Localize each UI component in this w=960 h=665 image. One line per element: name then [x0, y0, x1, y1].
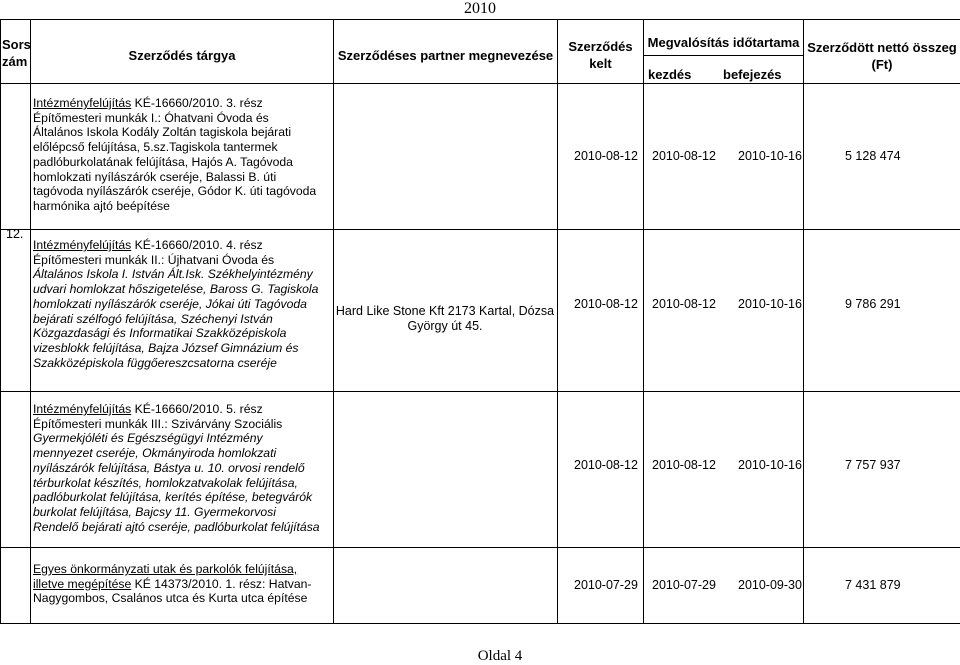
subject-line: mennyezet cseréje, Okmányiroda homlokzati	[33, 446, 277, 461]
subject-line: padlóburkolat felújítása, kerítés építése, betegvárók	[33, 490, 313, 505]
subject-text: KÉ-16660/2010. 3. rész	[131, 96, 263, 110]
subject-line	[33, 577, 333, 592]
osszeg-value: 9 786 291	[845, 297, 901, 311]
header-targya: Szerződés tárgya	[128, 48, 236, 63]
subject-line: térburkolat készítés, homlokzatvakolak felújítása,	[33, 475, 298, 490]
subject-link[interactable]: Intézményfelújítás	[33, 96, 132, 110]
header-sorszam-line: Sors	[2, 37, 31, 52]
header-partner: Szerződéses partner megnevezése	[337, 48, 554, 63]
header-megvalositas: Megvalósítás időtartama	[647, 35, 800, 50]
subject-line: udvari homlokzat hőszigetelése, Baross G. Tagiskola	[33, 282, 319, 297]
subject-link[interactable]: Intézményfelújítás	[33, 402, 132, 416]
osszeg-value: 5 128 474	[845, 149, 901, 163]
header-bottom-border	[0, 83, 960, 84]
column-divider	[803, 19, 804, 623]
partner-name	[334, 304, 556, 334]
row-divider	[0, 391, 960, 392]
header-kelt	[558, 38, 643, 72]
subject-line: nyílászárók felújítása, Bástya u. 10. orvosi rendelő	[33, 460, 305, 475]
kezdes-value: 2010-07-29	[652, 578, 716, 592]
befejezes-value: 2010-09-30	[738, 578, 802, 592]
subject-line: Szakközépiskola függőereszcsatorna cseréje	[33, 355, 277, 370]
header-osszeg	[804, 39, 960, 73]
subject-line: előlépcső felújítása, 5.sz.Tagiskola tantermek	[33, 140, 278, 155]
kezdes-value: 2010-08-12	[652, 297, 716, 311]
header-befejezes: befejezés	[723, 67, 782, 82]
subject-line	[33, 402, 333, 417]
header-sorszam-line: zám	[2, 54, 28, 69]
page-footer: Oldal 4	[477, 648, 523, 664]
subject-line: Építőmesteri munkák II.: Újhatvani Óvoda és	[33, 252, 275, 267]
kezdes-value: 2010-08-12	[652, 458, 716, 472]
kezdes-value: 2010-08-12	[652, 149, 716, 163]
header-kelt-line: kelt	[589, 56, 612, 71]
kelt-value: 2010-08-12	[574, 149, 638, 163]
subject-line: vizesblokk felújítása, Bajza József Gimnázium és	[33, 340, 299, 355]
header-osszeg-line: (Ft)	[871, 57, 893, 72]
header-sorszam	[2, 36, 31, 70]
subject-line	[33, 96, 333, 111]
subject-line	[33, 238, 333, 253]
subject-line: Közgazdasági és Informatikai Szakközépiskola	[33, 326, 287, 341]
column-divider	[643, 19, 644, 623]
subject-line: homlokzati nyílászárók cseréje, Jókai úti Tagóvoda	[33, 296, 307, 311]
kelt-value: 2010-08-12	[574, 458, 638, 472]
header-kezdes: kezdés	[648, 67, 692, 82]
osszeg-value: 7 431 879	[845, 578, 901, 592]
subject-line: Nagygombos, Csalános utca és Kurta utca építése	[33, 591, 308, 606]
subject-line: Építőmesteri munkák I.: Óhatvani Óvoda és	[33, 110, 269, 125]
row-divider	[0, 547, 960, 548]
header-osszeg-line: Szerződött nettó összeg	[807, 40, 957, 55]
subject-line: Általános Iskola Kodály Zoltán tagiskola bejárati	[33, 125, 292, 140]
kelt-value: 2010-08-12	[574, 297, 638, 311]
table-top-border	[0, 19, 960, 20]
contract-subject	[33, 238, 333, 370]
subject-text: KÉ-16660/2010. 4. rész	[131, 238, 263, 252]
column-divider	[557, 19, 558, 623]
subject-line: harmónika ajtó beépítése	[33, 198, 170, 213]
subject-line: burkolat felújítása, Bajcsy 11. Gyermekorvosi	[33, 504, 276, 519]
subject-line: padlóburkolatának felújítása, Hajós A. Tagóvoda	[33, 154, 293, 169]
subject-link[interactable]: illetve megépítése	[33, 576, 132, 591]
header-kelt-line: Szerződés	[568, 39, 633, 54]
subject-text: KÉ 14373/2010. 1. rész: Hatvan-	[131, 576, 312, 591]
row-divider	[0, 229, 960, 230]
subject-line: Rendelő bejárati ajtó cseréje, padlóburkolat felújítása	[33, 519, 320, 534]
column-divider	[30, 19, 31, 623]
befejezes-value: 2010-10-16	[738, 458, 802, 472]
timeframe-divider	[643, 55, 803, 56]
row-number: 12.	[6, 227, 24, 241]
partner-line: Hard Like Stone Kft 2173 Kartal, Dózsa	[335, 304, 555, 318]
subject-link[interactable]: Egyes önkormányzati utak és parkolók felújítása,	[33, 562, 298, 576]
contract-subject	[33, 562, 333, 606]
contract-subject	[33, 96, 333, 214]
subject-line: Gyermekjóléti és Egészségügyi Intézmény	[33, 431, 263, 446]
subject-line: Általános Iskola I. István Ált.Isk. Székhelyintézmény	[33, 267, 313, 282]
subject-line: homlokzati nyílászárók cseréje, Balassi B. úti	[33, 169, 277, 184]
table-bottom-border	[0, 623, 960, 624]
befejezes-value: 2010-10-16	[738, 297, 802, 311]
subject-line: bejárati szélfogó felújítása, Széchenyi István	[33, 311, 273, 326]
osszeg-value: 7 757 937	[845, 458, 901, 472]
kelt-value: 2010-07-29	[574, 578, 638, 592]
subject-line	[33, 562, 333, 577]
partner-line: György út 45.	[407, 319, 483, 333]
contract-subject	[33, 402, 333, 534]
befejezes-value: 2010-10-16	[738, 149, 802, 163]
page-year: 2010	[464, 0, 496, 17]
subject-link[interactable]: Intézményfelújítás	[33, 238, 132, 252]
subject-line: Építőmesteri munkák III.: Szivárvány Szociális	[33, 416, 283, 431]
subject-line: tagóvoda nyílászárók cseréje, Gódor K. úti tagóvoda	[33, 184, 317, 199]
column-divider	[0, 19, 1, 623]
subject-text: KÉ-16660/2010. 5. rész	[131, 402, 263, 416]
